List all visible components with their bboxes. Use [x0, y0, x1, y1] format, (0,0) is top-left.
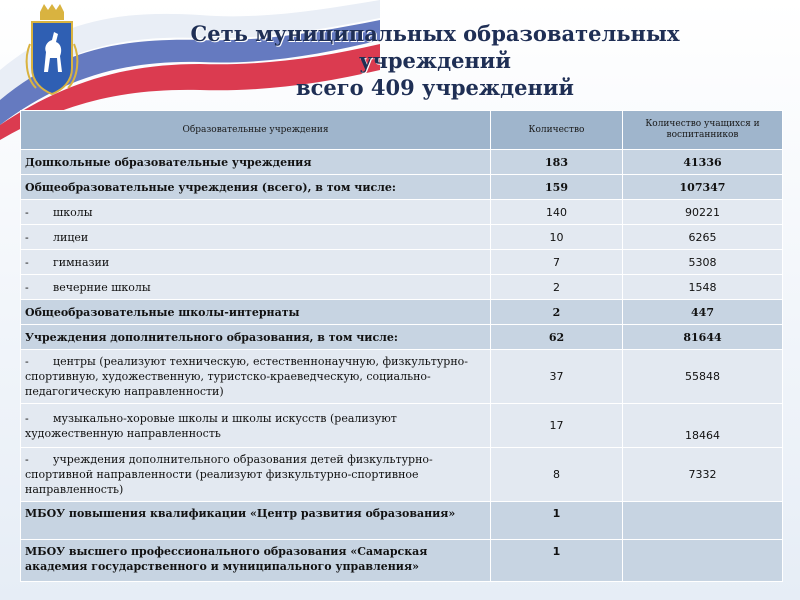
title-line-1: Сеть муниципальных образовательных [190, 21, 680, 46]
table-row [21, 350, 783, 404]
page-title [170, 20, 700, 101]
row-count: 1 [491, 502, 623, 540]
table-row [21, 250, 783, 275]
table-row [21, 448, 783, 502]
dash-marker: - [25, 453, 29, 466]
header-institutions: Образовательные учреждения [21, 111, 491, 150]
row-label: МБОУ высшего профессионального образования «Самарская академия государственного и муниципального управления» [21, 540, 491, 582]
table-row [21, 300, 783, 325]
title-line-3: всего 409 учреждений [295, 75, 574, 100]
row-students: 7332 [623, 448, 783, 502]
table-row [21, 275, 783, 300]
row-label: центры (реализуют техническую, естественнонаучную, физкультурно-спортивную, художественную, туристско-краеведческую, социально-педагогическую направленности) [25, 355, 469, 398]
dash-marker: - [25, 280, 29, 294]
row-students: 41336 [623, 150, 783, 175]
row-count: 1 [491, 540, 623, 582]
row-students: 81644 [623, 325, 783, 350]
dash-marker: - [25, 411, 29, 425]
row-label: музыкально-хоровые школы и школы искусств (реализуют художественную направленность [25, 411, 397, 440]
row-label: лицеи [53, 230, 89, 244]
coat-of-arms-icon [24, 4, 80, 96]
table-row [21, 200, 783, 225]
row-count: 140 [491, 200, 623, 225]
row-label: Дошкольные образовательные учреждения [21, 150, 491, 175]
table-row [21, 404, 783, 448]
row-students: 90221 [623, 200, 783, 225]
row-label: Общеобразовательные учреждения (всего), в том числе: [21, 175, 491, 200]
table-row [21, 150, 783, 175]
row-students [623, 540, 783, 582]
row-count: 37 [491, 350, 623, 404]
table-row [21, 540, 783, 582]
row-label: учреждения дополнительного образования детей физкультурно-спортивной направленности (реализуют физкультурно-спортивное направленность) [25, 453, 433, 496]
row-students [623, 502, 783, 540]
row-students: 55848 [623, 350, 783, 404]
header-count: Количество [491, 111, 623, 150]
row-students: 447 [623, 300, 783, 325]
table-header-row [21, 111, 783, 150]
row-count: 159 [491, 175, 623, 200]
row-count: 7 [491, 250, 623, 275]
row-label: вечерние школы [53, 280, 151, 294]
row-students: 5308 [623, 250, 783, 275]
table-row [21, 225, 783, 250]
row-count: 8 [491, 448, 623, 502]
row-label-cell [21, 350, 491, 404]
title-line-2: учреждений [359, 48, 511, 73]
dash-marker: - [25, 255, 29, 269]
dash-marker: - [25, 355, 29, 368]
row-label: МБОУ повышения квалификации «Центр развития образования» [21, 502, 491, 540]
row-count: 17 [491, 404, 623, 448]
row-label-cell [21, 448, 491, 502]
row-label-cell [21, 275, 491, 300]
row-label: гимназии [53, 255, 110, 269]
row-label: Общеобразовательные школы-интернаты [21, 300, 491, 325]
row-count: 2 [491, 300, 623, 325]
row-students: 107347 [623, 175, 783, 200]
row-count: 62 [491, 325, 623, 350]
row-count: 2 [491, 275, 623, 300]
dash-marker: - [25, 205, 29, 219]
header-students: Количество учащихся и воспитанников [623, 111, 783, 150]
row-students: 6265 [623, 225, 783, 250]
row-label-cell [21, 200, 491, 225]
row-count: 183 [491, 150, 623, 175]
row-label: Учреждения дополнительного образования, в том числе: [21, 325, 491, 350]
table-row [21, 502, 783, 540]
row-label: школы [53, 205, 93, 219]
row-students: 18464 [623, 404, 783, 448]
institutions-table [20, 110, 783, 582]
table-row [21, 175, 783, 200]
row-label-cell [21, 225, 491, 250]
row-students: 1548 [623, 275, 783, 300]
table-row [21, 325, 783, 350]
row-label-cell [21, 404, 491, 448]
row-count: 10 [491, 225, 623, 250]
dash-marker: - [25, 230, 29, 244]
row-label-cell [21, 250, 491, 275]
